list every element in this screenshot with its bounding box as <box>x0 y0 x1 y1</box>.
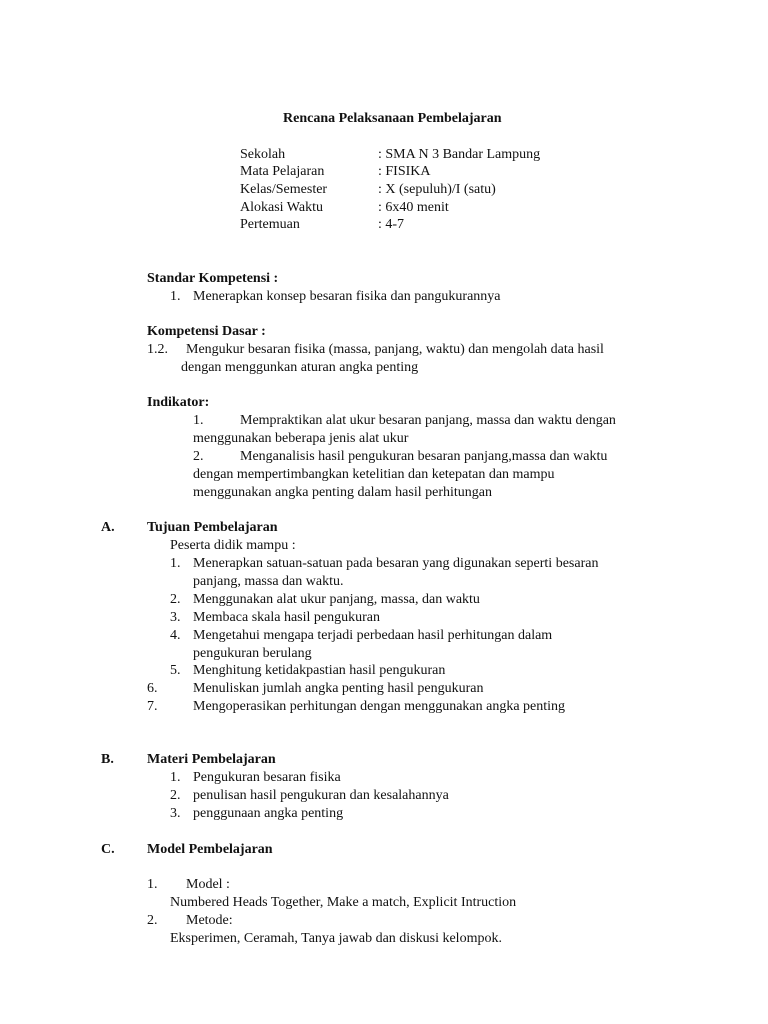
list-item-text: Eksperimen, Ceramah, Tanya jawab dan diskusi kelompok. <box>170 931 502 946</box>
list-item-text: Menuliskan jumlah angka penting hasil pengukuran <box>193 681 484 696</box>
list-item-num: 1. <box>170 770 181 785</box>
indikator-item-line: dengan mempertimbangkan ketelitian dan ketepatan dan mampu <box>193 467 555 482</box>
info-value-class: : X (sepuluh)/I (satu) <box>378 182 496 197</box>
kd-num: 1.2. <box>147 342 168 357</box>
list-item-num: 2. <box>170 788 181 803</box>
indikator-item-line: menggunakan beberapa jenis alat ukur <box>193 431 409 446</box>
list-item-label: Model : <box>186 877 230 892</box>
section-b-heading: Materi Pembelajaran <box>147 752 276 767</box>
section-b-letter: B. <box>101 752 114 767</box>
indikator-item-line: menggunakan angka penting dalam hasil perhitungan <box>193 485 492 500</box>
list-item-text: pengukuran berulang <box>193 646 312 661</box>
list-item-num: 2. <box>170 592 181 607</box>
list-item-num: 3. <box>170 806 181 821</box>
list-item-num: 4. <box>170 628 181 643</box>
list-item-num: 1. <box>170 556 181 571</box>
list-item-text: Mengetahui mengapa terjadi perbedaan hasil perhitungan dalam <box>193 628 553 643</box>
info-value-time: : 6x40 menit <box>378 200 449 215</box>
info-label-school: Sekolah <box>240 147 286 162</box>
info-label-meeting: Pertemuan <box>240 217 300 232</box>
info-value-subject: : FISIKA <box>378 164 431 179</box>
indikator-item-num: 1. <box>193 413 204 428</box>
list-item-text: penggunaan angka penting <box>193 806 344 821</box>
list-item-num: 3. <box>170 610 181 625</box>
kd-heading: Kompetensi Dasar : <box>147 324 266 339</box>
info-label-class: Kelas/Semester <box>240 182 328 197</box>
list-item-num: 2. <box>147 913 158 928</box>
section-c-heading: Model Pembelajaran <box>147 842 273 857</box>
document-title: Rencana Pelaksanaan Pembelajaran <box>283 111 502 126</box>
list-item-text: Mengoperasikan perhitungan dengan menggunakan angka penting <box>193 699 566 714</box>
indikator-heading: Indikator: <box>147 395 210 410</box>
kd-line-2: dengan menggunkan aturan angka penting <box>181 360 419 375</box>
list-item-text: Menerapkan satuan-satuan pada besaran yang digunakan seperti besaran <box>193 556 599 571</box>
list-item-label: Metode: <box>186 913 233 928</box>
list-item-text: Menghitung ketidakpastian hasil pengukuran <box>193 663 446 678</box>
list-item-text: panjang, massa dan waktu. <box>193 574 344 589</box>
info-value-school: : SMA N 3 Bandar Lampung <box>378 147 541 162</box>
sk-item-text: Menerapkan konsep besaran fisika dan pangukurannya <box>193 289 501 304</box>
info-label-subject: Mata Pelajaran <box>240 164 325 179</box>
indikator-item-line: Mempraktikan alat ukur besaran panjang, massa dan waktu dengan <box>240 413 616 428</box>
list-item-num: 5. <box>170 663 181 678</box>
indikator-item-num: 2. <box>193 449 204 464</box>
section-a-intro: Peserta didik mampu : <box>170 538 296 553</box>
sk-heading: Standar Kompetensi : <box>147 271 279 286</box>
section-a-letter: A. <box>101 520 115 535</box>
info-value-meeting: : 4-7 <box>378 217 405 232</box>
info-label-time: Alokasi Waktu <box>240 200 323 215</box>
list-item-text: Membaca skala hasil pengukuran <box>193 610 380 625</box>
section-c-letter: C. <box>101 842 115 857</box>
list-item-num: 1. <box>147 877 158 892</box>
list-item-text: Numbered Heads Together, Make a match, Explicit Intruction <box>170 895 517 910</box>
list-item-text: Menggunakan alat ukur panjang, massa, dan waktu <box>193 592 480 607</box>
list-item-num: 6. <box>147 681 158 696</box>
section-a-heading: Tujuan Pembelajaran <box>147 520 278 535</box>
list-item-num: 7. <box>147 699 158 714</box>
sk-item-num: 1. <box>170 289 181 304</box>
kd-line-1: Mengukur besaran fisika (massa, panjang, waktu) dan mengolah data hasil <box>186 342 604 357</box>
indikator-item-line: Menganalisis hasil pengukuran besaran panjang,massa dan waktu <box>240 449 608 464</box>
list-item-text: Pengukuran besaran fisika <box>193 770 341 785</box>
list-item-text: penulisan hasil pengukuran dan kesalahannya <box>193 788 449 803</box>
